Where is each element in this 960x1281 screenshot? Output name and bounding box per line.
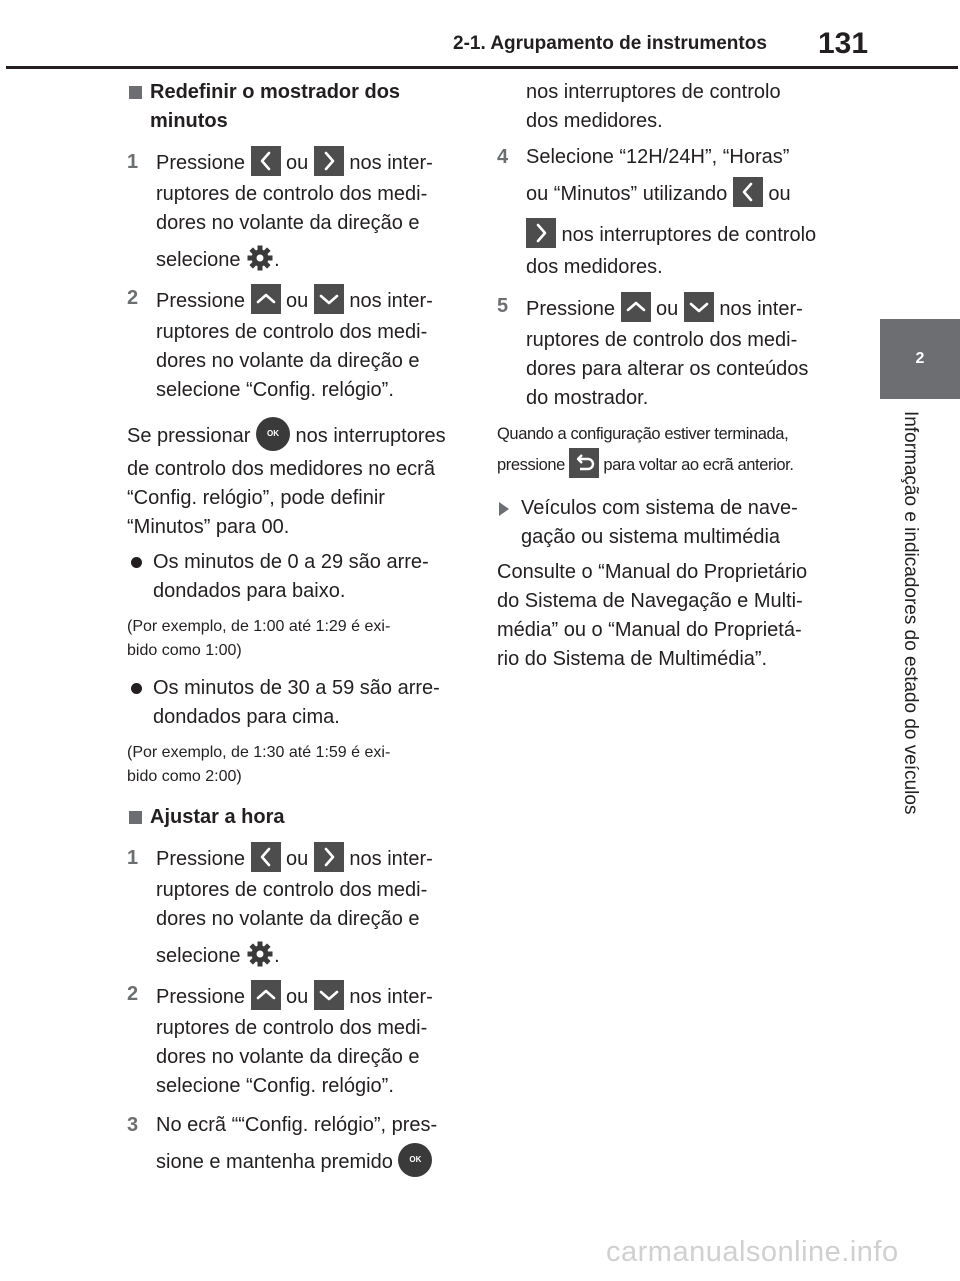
manual-reference-paragraph (497, 558, 842, 674)
example-text: bido como 2:00) (127, 768, 242, 785)
step-text: ou (650, 298, 684, 320)
chapter-tab (880, 319, 960, 399)
triangle-bullet-icon (499, 502, 509, 516)
step-text: Pressione (156, 986, 251, 1008)
step-text: dos medidores. (526, 256, 663, 278)
step-text: ruptores de controlo dos medi- (156, 879, 428, 901)
step-number: 2 (127, 287, 139, 309)
step-text: Pressione (156, 290, 251, 312)
step-number: 1 (127, 151, 139, 173)
navigation-heading (497, 494, 842, 552)
square-bullet-icon (129, 811, 142, 824)
body-text: “Config. relógio”, pode definir (127, 487, 385, 509)
step-text: Pressione (156, 152, 251, 174)
step-text: ruptores de controlo dos medi- (156, 1017, 428, 1039)
chevron-left-icon (251, 842, 281, 872)
bullet-dot-icon (131, 557, 142, 568)
step-text: ou (762, 183, 791, 205)
chevron-up-icon (251, 980, 281, 1010)
bullet-text: Os minutos de 30 a 59 são arre- (153, 677, 440, 699)
step-text: dores no volante da direção e (156, 1046, 420, 1068)
subheading-text: gação ou sistema multimédia (521, 526, 781, 548)
step-text: ou (280, 986, 314, 1008)
body-text: do Sistema de Navegação e Multi- (497, 590, 803, 612)
step-text: dores no volante da direção e (156, 212, 420, 234)
step-text: do mostrador. (526, 387, 649, 409)
step-text: Selecione “12H/24H”, “Horas” (526, 146, 790, 168)
step-text: ruptores de controlo dos medi- (156, 321, 428, 343)
chevron-right-icon (526, 218, 556, 248)
bullet-round-down (127, 548, 472, 606)
chevron-down-icon (314, 284, 344, 314)
step-text: nos inter- (343, 986, 433, 1008)
watermark: carmanualsonline.info (606, 1236, 899, 1268)
step-number: 2 (127, 983, 139, 1005)
step-text: dos medidores. (526, 110, 663, 132)
step-text: ruptores de controlo dos medi- (526, 329, 798, 351)
body-text: Se pressionar (127, 425, 256, 447)
step-text: selecione (156, 945, 247, 967)
step-text: ou “Minutos” utilizando (526, 183, 733, 205)
step-2 (127, 284, 472, 405)
body-text: de controlo dos medidores no ecrã (127, 458, 435, 480)
step-text: selecione (156, 249, 247, 271)
right-column (497, 78, 842, 674)
page-number: 131 (818, 27, 869, 60)
step-text: dores no volante da direção e (156, 908, 420, 930)
step-text: nos interruptores de controlo (526, 81, 781, 103)
subheading-text: Veículos com sistema de nave- (521, 497, 798, 519)
step-text: ou (280, 152, 314, 174)
chapter-title: Informação e indicadores do estado do veículos (900, 411, 921, 815)
gear-icon (246, 940, 274, 968)
step-text: ou (280, 290, 314, 312)
ok-button-icon: OK (398, 1143, 432, 1177)
step-text: selecione “Config. relógio”. (156, 1075, 394, 1097)
chevron-up-icon (251, 284, 281, 314)
step-text: dores no volante da direção e (156, 350, 420, 372)
step-1-hora: 1 Pressione ou nos inter- ruptores de controlo dos medi- dores no volante da direção e selecione . (127, 844, 472, 978)
step-text: nos inter- (713, 298, 803, 320)
chevron-up-icon (621, 292, 651, 322)
step-number: 4 (497, 146, 509, 168)
step-number: 3 (127, 1114, 139, 1136)
step-text: nos inter- (343, 848, 433, 870)
note-text: Quando a configuração estiver terminada, (497, 425, 789, 443)
step-text: nos interruptores de controlo (556, 224, 817, 246)
gear-icon (246, 244, 274, 272)
bullet-round-up (127, 674, 472, 732)
step-text: Pressione (526, 298, 621, 320)
completion-note (497, 419, 842, 481)
body-text: nos interruptores (289, 425, 446, 447)
note-text: para voltar ao ecrã anterior. (599, 456, 794, 474)
bullet-dot-icon (131, 683, 142, 694)
square-bullet-icon (129, 86, 142, 99)
example-text: bido como 1:00) (127, 642, 242, 659)
left-column (127, 78, 472, 1184)
body-text: Consulte o “Manual do Proprietário (497, 561, 808, 583)
chevron-left-icon (733, 177, 763, 207)
ok-paragraph (127, 417, 472, 542)
step-number: 5 (497, 295, 509, 317)
bullet-text: dondados para baixo. (153, 580, 346, 602)
note-text: pressione (497, 456, 570, 474)
header-rule (6, 66, 958, 69)
step-text: dores para alterar os conteúdos (526, 358, 809, 380)
ok-button-icon: OK (256, 417, 290, 451)
chevron-right-icon (314, 842, 344, 872)
step-5 (497, 292, 842, 413)
step-text: nos inter- (343, 152, 433, 174)
bullet-text: Os minutos de 0 a 29 são arre- (153, 551, 429, 573)
step-3-continuation (497, 78, 842, 136)
bullet-text: dondados para cima. (153, 706, 340, 728)
body-text: rio do Sistema de Multimédia”. (497, 648, 768, 670)
step-2-hora (127, 980, 472, 1101)
chevron-left-icon (251, 146, 281, 176)
body-text: “Minutos” para 00. (127, 516, 290, 538)
heading-line: minutos (150, 110, 228, 132)
section-heading-ajustar (127, 803, 472, 832)
step-text: No ecrã ““Config. relógio”, pres- (156, 1114, 438, 1136)
step-number: 1 (127, 847, 139, 869)
example-text: (Por exemplo, de 1:30 até 1:59 é exi- (127, 744, 391, 761)
step-text: nos inter- (343, 290, 433, 312)
chevron-down-icon (314, 980, 344, 1010)
step-text: ou (280, 848, 314, 870)
step-4 (497, 143, 842, 282)
example-note (127, 615, 472, 663)
section-header: 2-1. Agrupamento de instrumentos (453, 33, 767, 54)
heading-line: Redefinir o mostrador dos (150, 81, 401, 103)
example-text: (Por exemplo, de 1:00 até 1:29 é exi- (127, 618, 391, 635)
heading-line: Ajustar a hora (150, 806, 285, 828)
chevron-right-icon (314, 146, 344, 176)
body-text: média” ou o “Manual do Proprietá- (497, 619, 802, 641)
chapter-number: 2 (915, 350, 925, 367)
step-text: sione e mantenha premido (156, 1151, 399, 1173)
example-note (127, 741, 472, 789)
step-text: ruptores de controlo dos medi- (156, 183, 428, 205)
step-text: selecione “Config. relógio”. (156, 379, 394, 401)
step-1: 1 Pressione ou nos inter- ruptores de controlo dos medi- dores no volante da direção e selecione . (127, 148, 472, 282)
step-text: Pressione (156, 848, 251, 870)
back-arrow-icon (569, 448, 599, 478)
step-3-hora (127, 1111, 472, 1184)
section-heading-redefinir (127, 78, 472, 136)
chevron-down-icon (684, 292, 714, 322)
